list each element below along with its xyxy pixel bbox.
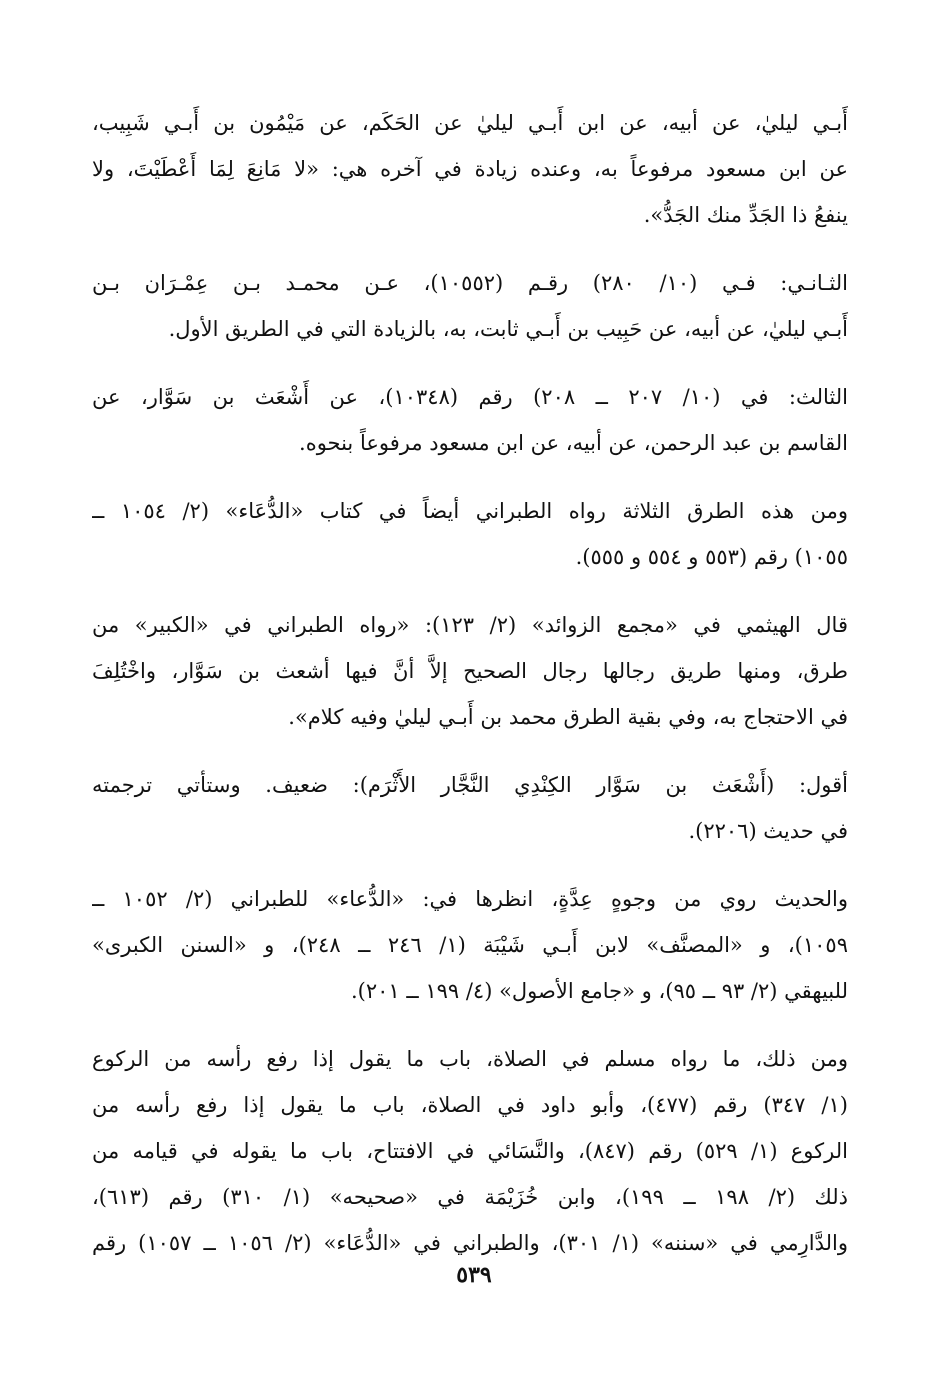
text-line: طرق، ومنها طريق رجالها رجال الصحيح إلاَّ أنَّ فيها أشعث بن سَوَّار، واخْتُلِفَ (92, 659, 848, 683)
text-line: ومن هذه الطرق الثلاثة رواه الطبراني أيضاً في كتاب «الدُّعَاء» (٢/ ١٠٥٤ ــ (92, 499, 848, 523)
text-line: (١/ ٣٤٧) رقم (٤٧٧)، وأبو داود في الصلاة، باب ما يقول إذا رفع رأسه من (92, 1093, 848, 1117)
paragraph-3 (92, 374, 848, 466)
text-line: القاسم بن عبد الرحمن، عن أبيه، عن ابن مسعود مرفوعاً بنحوه. (299, 431, 848, 455)
text-line: ذلك (٢/ ١٩٨ ــ ١٩٩)، وابن خُزَيْمَة في «صحيحه» (١/ ٣١٠) رقم (٦١٣)، (92, 1185, 848, 1209)
text-line: أَبـي ليليٰ، عن أبيه، عن ابن أَبـي ليليٰ عن الحَكَم، عن مَيْمُون بن أَبـي شَبِيب، (92, 111, 848, 135)
text-line: أَبـي ليليٰ، عن أبيه، عن حَبِيب بن أَبـي ثابت، به، بالزيادة التي في الطريق الأول. (168, 317, 848, 341)
paragraph-8 (92, 1036, 848, 1266)
text-line: والدَّارِمي في «سننه» (١/ ٣٠١)، والطبراني في «الدُّعَاء» (٢/ ١٠٥٦ ــ ١٠٥٧) رقم (92, 1231, 848, 1255)
paragraph-6 (92, 762, 848, 854)
paragraph-5 (92, 602, 848, 740)
text-line: والحديث روي من وجوهٍ عِدَّةٍ، انظرها في: «الدُّعاء» للطبراني (٢/ ١٠٥٢ ــ (92, 887, 848, 911)
text-line: ينفعُ ذا الجَدِّ منك الجَدُّ». (643, 203, 848, 227)
text-line: الثالث: في (١٠/ ٢٠٧ ــ ٢٠٨) رقم (١٠٣٤٨)، عن أَشْعَث بن سَوَّار، عن (92, 385, 848, 409)
text-line: عن ابن مسعود مرفوعاً به، وعنده زيادة في آخره هي: «لا مَانِعَ لِمَا أَعْطَيْتَ، ولا (92, 157, 848, 181)
text-line: ومن ذلك، ما رواه مسلم في الصلاة، باب ما يقول إذا رفع رأسه من الركوع (92, 1047, 848, 1071)
page-number: ٥٣٩ (456, 1262, 492, 1288)
text-line: للبيهقي (٢/ ٩٣ ــ ٩٥)، و «جامع الأصول» (٤/ ١٩٩ ــ ٢٠١). (350, 979, 848, 1003)
text-line: قال الهيثمي في «مجمع الزوائد» (٢/ ١٢٣): «رواه الطبراني في «الكبير» من (92, 613, 848, 637)
paragraph-1 (92, 100, 848, 238)
paragraph-7 (92, 876, 848, 1014)
text-line: أقول: (أَشْعَث بن سَوَّار الكِنْدِي النَّجَّار الأَثْرَم): ضعيف. وستأتي ترجمته (92, 773, 848, 797)
page-body (92, 100, 848, 1288)
text-line: ١٠٥٩)، و «المصنَّف» لابن أَبـي شَيْبَة (١/ ٢٤٦ ــ ٢٤٨)، و «السنن الكبرى» (92, 933, 848, 957)
paragraph-4 (92, 488, 848, 580)
text-line: الثـانـي: فـي (١٠/ ٢٨٠) رقـم (١٠٥٥٢)، عـن محمـد بـن عِمْـرَان بـن (92, 271, 848, 295)
text-line: الركوع (١/ ٥٢٩) رقم (٨٤٧)، والنَّسَائي في الافتتاح، باب ما يقوله في قيامه من (92, 1139, 848, 1163)
text-line: في الاحتجاج به، وفي بقية الطرق محمد بن أَبـي ليليٰ وفيه كلام». (288, 705, 848, 729)
text-line: في حديث (٢٢٠٦). (688, 819, 848, 843)
text-line: ١٠٥٥) رقم (٥٥٣ و ٥٥٤ و ٥٥٥). (575, 545, 848, 569)
paragraph-2 (92, 260, 848, 352)
